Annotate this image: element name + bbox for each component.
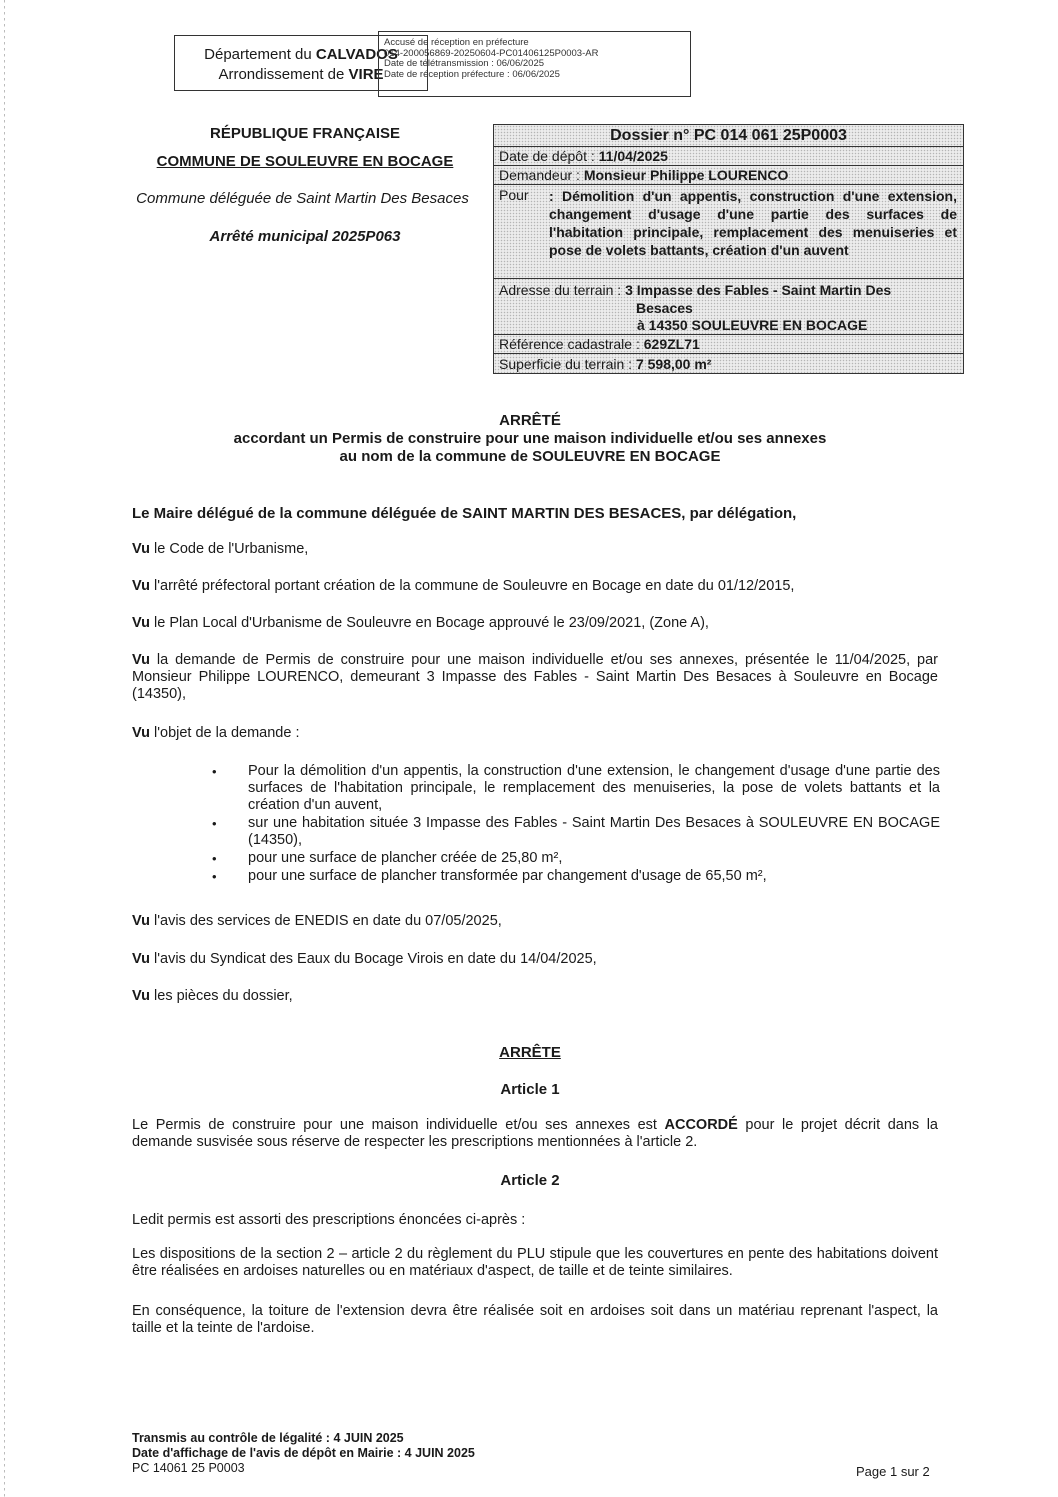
article-2-title: Article 2 [500,1172,560,1189]
reference-label: Référence cadastrale : [499,336,644,352]
article-1-text: Le Permis de construire pour une maison individuelle et/ou ses annexes est ACCORDÉ pour le projet décrit dans la demande susvisée sous réserve de respecter les prescriptions mentionnées à l'article 2. [132,1117,938,1150]
subtitle-line-1: accordant un Permis de construire pour une maison individuelle et/ou ses annexes [233,430,827,447]
article-2-intro: Ledit permis est assorti des prescriptions énoncées ci-après : [132,1212,526,1228]
republique-heading: RÉPUBLIQUE FRANÇAISE [209,125,400,142]
list-item: • sur une habitation située 3 Impasse des Fables - Saint Martin Des Besaces à SOULEUVRE EN BOCAGE (14350), [212,815,940,848]
arrete-subtitle [100,430,960,466]
date-label: Date de dépôt : [499,148,599,164]
list-item: • pour une surface de plancher transformée par changement d'usage de 65,50 m², [212,868,767,884]
footer-transmis: Transmis au contrôle de légalité : 4 JUIN 2025 [132,1431,404,1445]
bullet-icon: • [212,816,217,831]
bullet-icon: • [212,764,217,779]
vu-code-urbanisme: Vu le Code de l'Urbanisme, [132,541,309,557]
commune-deleguee: Commune déléguée de Saint Martin Des Besaces [136,190,469,207]
dossier-date-row [494,147,963,166]
subtitle-line-2: au nom de la commune de SOULEUVRE EN BOCAGE [339,448,721,465]
vu-arrete-prefectoral: Vu l'arrêté préfectoral portant création de la commune de Souleuvre en Bocage en date du 01/12/2015, [132,578,795,594]
vu-plu: Vu le Plan Local d'Urbanisme de Souleuvre en Bocage approuvé le 23/09/2021, (Zone A), [132,615,709,631]
article-1-title: Article 1 [500,1081,560,1098]
footer-reference: PC 14061 25 P0003 [132,1461,245,1475]
dossier-adresse-row [494,279,963,335]
dossier-reference-row [494,335,963,354]
vu-syndicat-eaux: Vu l'avis du Syndicat des Eaux du Bocage Virois en date du 14/04/2025, [132,951,597,967]
dossier-title: Dossier n° PC 014 061 25P0003 [494,125,963,147]
scan-margin-dots [4,0,7,1497]
dossier-demandeur-row [494,166,963,185]
demandeur-label: Demandeur : [499,167,584,183]
commune-heading: COMMUNE DE SOULEUVRE EN BOCAGE [156,153,454,170]
footer-block [132,1431,475,1476]
arrete-title: ARRÊTÉ [499,412,561,429]
maire-statement: Le Maire délégué de la commune déléguée de SAINT MARTIN DES BESACES, par délégation, [132,505,797,522]
superficie-label: Superficie du terrain : [499,356,636,372]
article-2-consequence: En conséquence, la toiture de l'extension devra être réalisée soit en ardoises soit dans un matériau reprenant l'aspect, la taille et la teinte de l'ardoise. [132,1303,938,1336]
dossier-box [493,124,964,374]
adresse-value-1: 3 Impasse des Fables - Saint Martin Des [625,282,892,298]
adresse-value-2: Besaces [636,300,693,316]
date-value: 11/04/2025 [598,148,668,164]
footer-affichage: Date d'affichage de l'avis de dépôt en Mairie : 4 JUIN 2025 [132,1446,475,1460]
dossier-superficie-row [494,354,963,374]
vu-pieces: Vu les pièces du dossier, [132,988,293,1004]
stamp-line: 014-200056869-20250604-PC01406125P0003-AR [384,47,599,59]
adresse-label: Adresse du terrain : [499,282,626,298]
vu-enedis: Vu l'avis des services de ENEDIS en date du 07/05/2025, [132,913,502,929]
arrete-heading: ARRÊTE [499,1044,561,1061]
list-item: • pour une surface de plancher créée de 25,80 m², [212,850,563,866]
objet-list [210,763,940,886]
article-2-dispositions: Les dispositions de la section 2 – article 2 du règlement du PLU stipule que les couvertures en pente des habitations doivent être réalisées en ardoises naturelles ou en matériaux d'aspect, de taille et de teinte similaires. [132,1246,938,1279]
vu-demande: Vu la demande de Permis de construire pour une maison individuelle et/ou ses annexes, présentée le 11/04/2025, par Monsieur Philippe LOURENCO, demeurant 3 Impasse des Fables - Saint Martin Des Besaces à Souleuvre en Bocage (14350), [132,652,938,702]
pour-value: : Démolition d'un appentis, construction d'une extension, changement d'usage d'une partie des surfaces de l'habitation principale, remplacement des menuiseries et pose de volets battants, création d'un auvent [549,188,957,258]
department-line: Département du CALVADOS [204,46,398,63]
dossier-pour-row [494,185,963,279]
bullet-icon: • [212,869,217,884]
demandeur-value: Monsieur Philippe LOURENCO [583,167,789,183]
page-number: Page 1 sur 2 [856,1464,930,1479]
arrete-municipal-number: Arrêté municipal 2025P063 [209,228,401,245]
arrondissement-line: Arrondissement de VIRE [218,66,384,83]
stamp-line: Date de réception préfecture : 06/06/2025 [384,68,560,80]
bullet-icon: • [212,851,217,866]
prefecture-stamp [378,31,691,97]
vu-objet: Vu l'objet de la demande : [132,725,300,741]
adresse-value-3: à 14350 SOULEUVRE EN BOCAGE [637,317,868,333]
list-item: • Pour la démolition d'un appentis, la construction d'une extension, le changement d'usage d'une partie des surfaces de l'habitation principale, le remplacement des menuiseries, la pose de volets battants et la création d'un auvent, [212,763,940,813]
reference-value: 629ZL71 [643,336,700,352]
stamp-line: Date de télétransmission : 06/06/2025 [384,58,545,69]
pour-label: Pour [499,187,529,203]
superficie-value: 7 598,00 m² [635,356,712,372]
stamp-line: Accusé de réception en préfecture [384,37,529,48]
